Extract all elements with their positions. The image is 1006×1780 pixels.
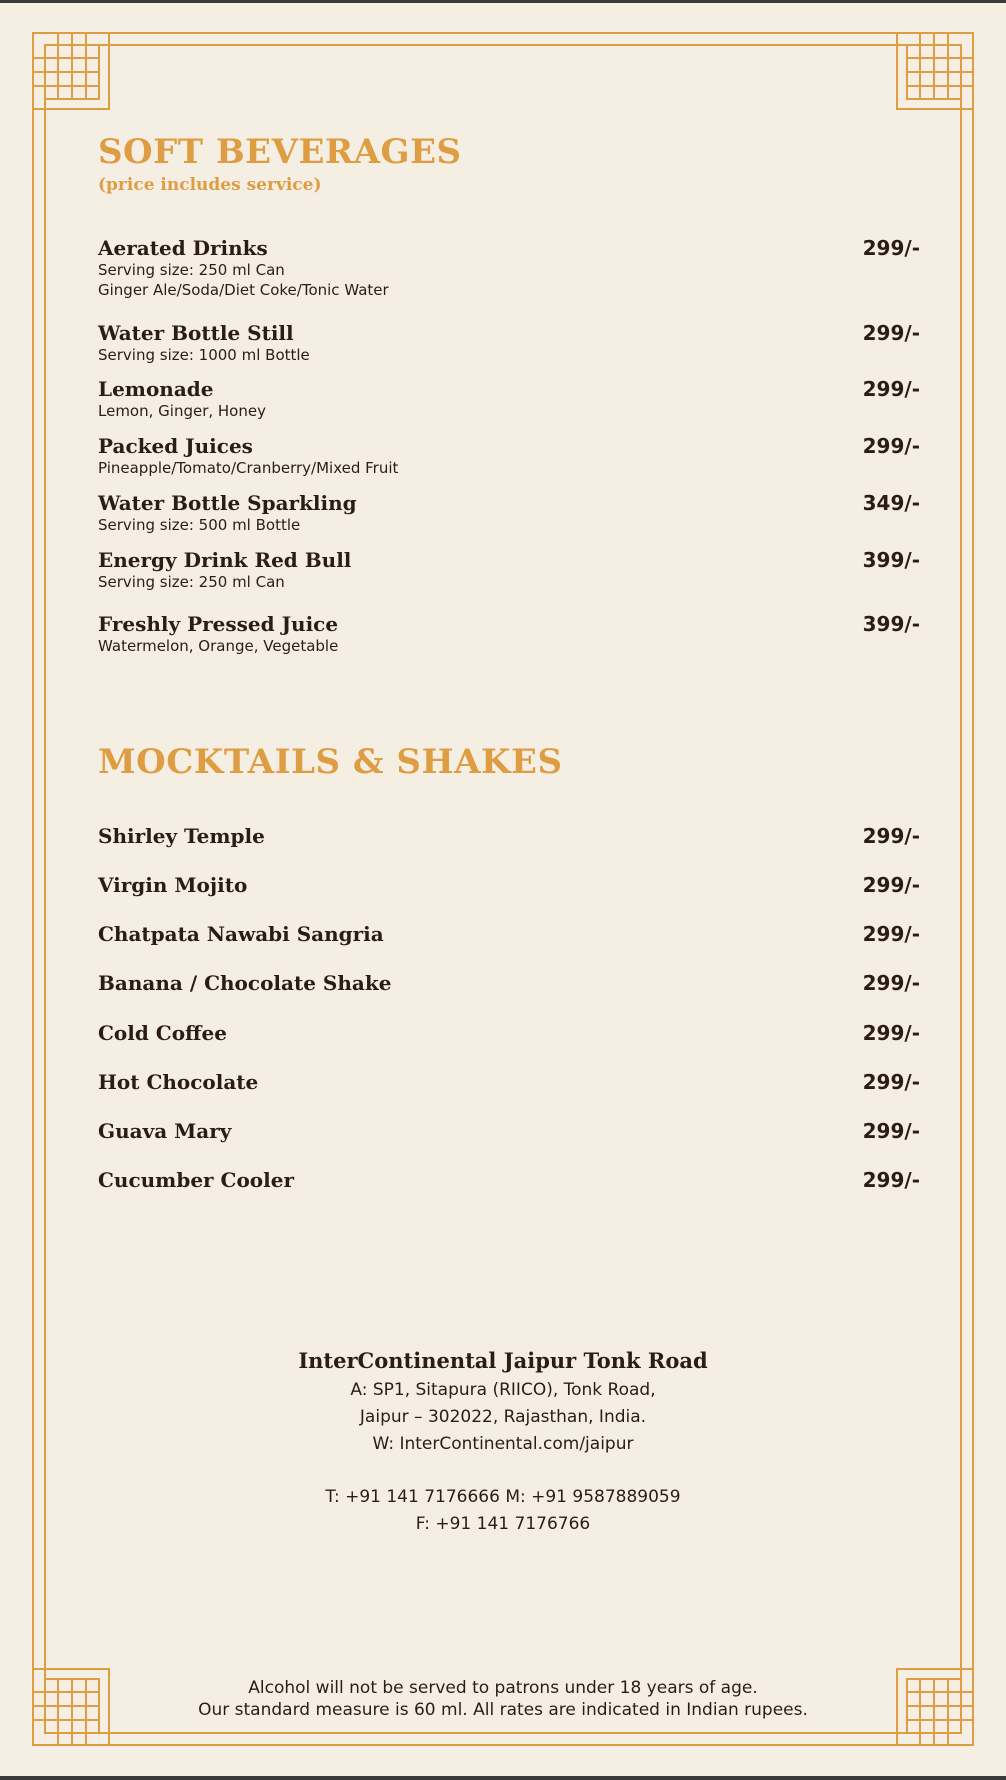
item-price: 299/- — [862, 873, 920, 897]
menu-item — [98, 1168, 920, 1192]
item-name: Lemonade — [98, 377, 214, 401]
fax-number: F: +91 141 7176766 — [415, 1514, 591, 1534]
item-name: Guava Mary — [98, 1119, 232, 1143]
item-description: Pineapple/Tomato/Cranberry/Mixed Fruit — [98, 459, 399, 477]
item-price: 299/- — [862, 1119, 920, 1143]
corner-ornament-top-left — [33, 33, 109, 109]
item-description: Serving size: 250 ml Can — [98, 261, 285, 279]
section-title-mocktails-shakes: MOCKTAILS & SHAKES — [98, 742, 563, 782]
item-description: Watermelon, Orange, Vegetable — [98, 637, 339, 655]
item-name: Water Bottle Sparkling — [98, 491, 357, 515]
item-name: Banana / Chocolate Shake — [98, 971, 392, 995]
address-line: Jaipur – 302022, Rajasthan, India. — [359, 1407, 647, 1427]
item-price: 299/- — [862, 824, 920, 848]
item-price: 299/- — [862, 1021, 920, 1045]
menu-item — [98, 1119, 920, 1143]
item-price: 299/- — [862, 1070, 920, 1094]
item-name: Packed Juices — [98, 434, 253, 458]
item-price: 399/- — [862, 548, 920, 572]
item-description: Serving size: 500 ml Bottle — [98, 516, 301, 534]
item-name: Shirley Temple — [98, 824, 265, 848]
item-name: Hot Chocolate — [98, 1070, 259, 1094]
item-name: Cold Coffee — [98, 1021, 227, 1045]
section-subtitle-price-note: (price includes service) — [98, 175, 322, 195]
phone-numbers: T: +91 141 7176666 M: +91 9587889059 — [325, 1487, 681, 1507]
menu-item — [98, 922, 920, 946]
website-link[interactable]: W: InterContinental.com/jaipur — [372, 1434, 634, 1454]
hotel-name: InterContinental Jaipur Tonk Road — [298, 1348, 708, 1373]
menu-item — [98, 321, 920, 365]
item-name: Aerated Drinks — [98, 236, 268, 260]
menu-item — [98, 236, 920, 300]
menu-item — [98, 1070, 920, 1094]
item-price: 299/- — [862, 434, 920, 458]
item-description: Serving size: 1000 ml Bottle — [98, 346, 310, 364]
disclaimer — [0, 1677, 1006, 1721]
item-description: Ginger Ale/Soda/Diet Coke/Tonic Water — [98, 281, 389, 299]
menu-item — [98, 548, 920, 592]
top-edge — [0, 0, 1006, 3]
item-name: Energy Drink Red Bull — [98, 548, 352, 572]
menu-item — [98, 434, 920, 478]
bottom-edge — [0, 1776, 1006, 1780]
item-price: 399/- — [862, 612, 920, 636]
disclaimer-age: Alcohol will not be served to patrons under 18 years of age. — [248, 1678, 758, 1698]
menu-item — [98, 612, 920, 656]
address-line: A: SP1, Sitapura (RIICO), Tonk Road, — [350, 1380, 656, 1400]
menu-item — [98, 824, 920, 848]
item-price: 299/- — [862, 236, 920, 260]
item-name: Freshly Pressed Juice — [98, 612, 339, 636]
item-description: Lemon, Ginger, Honey — [98, 402, 266, 420]
menu-item — [98, 873, 920, 897]
item-price: 299/- — [862, 321, 920, 345]
corner-ornament-top-right — [897, 33, 973, 109]
item-price: 299/- — [862, 971, 920, 995]
menu-item — [98, 971, 920, 995]
item-name: Water Bottle Still — [98, 321, 294, 345]
item-price: 349/- — [862, 491, 920, 515]
item-price: 299/- — [862, 922, 920, 946]
item-name: Chatpata Nawabi Sangria — [98, 922, 384, 946]
hotel-contact-block — [0, 1348, 1006, 1538]
item-price: 299/- — [862, 377, 920, 401]
item-price: 299/- — [862, 1168, 920, 1192]
section-title-soft-beverages: SOFT BEVERAGES — [98, 132, 462, 172]
item-name: Virgin Mojito — [98, 873, 248, 897]
menu-item — [98, 377, 920, 421]
disclaimer-measure: Our standard measure is 60 ml. All rates are indicated in Indian rupees. — [198, 1700, 808, 1720]
item-description: Serving size: 250 ml Can — [98, 573, 285, 591]
menu-item — [98, 491, 920, 535]
item-name: Cucumber Cooler — [98, 1168, 295, 1192]
menu-item — [98, 1021, 920, 1045]
